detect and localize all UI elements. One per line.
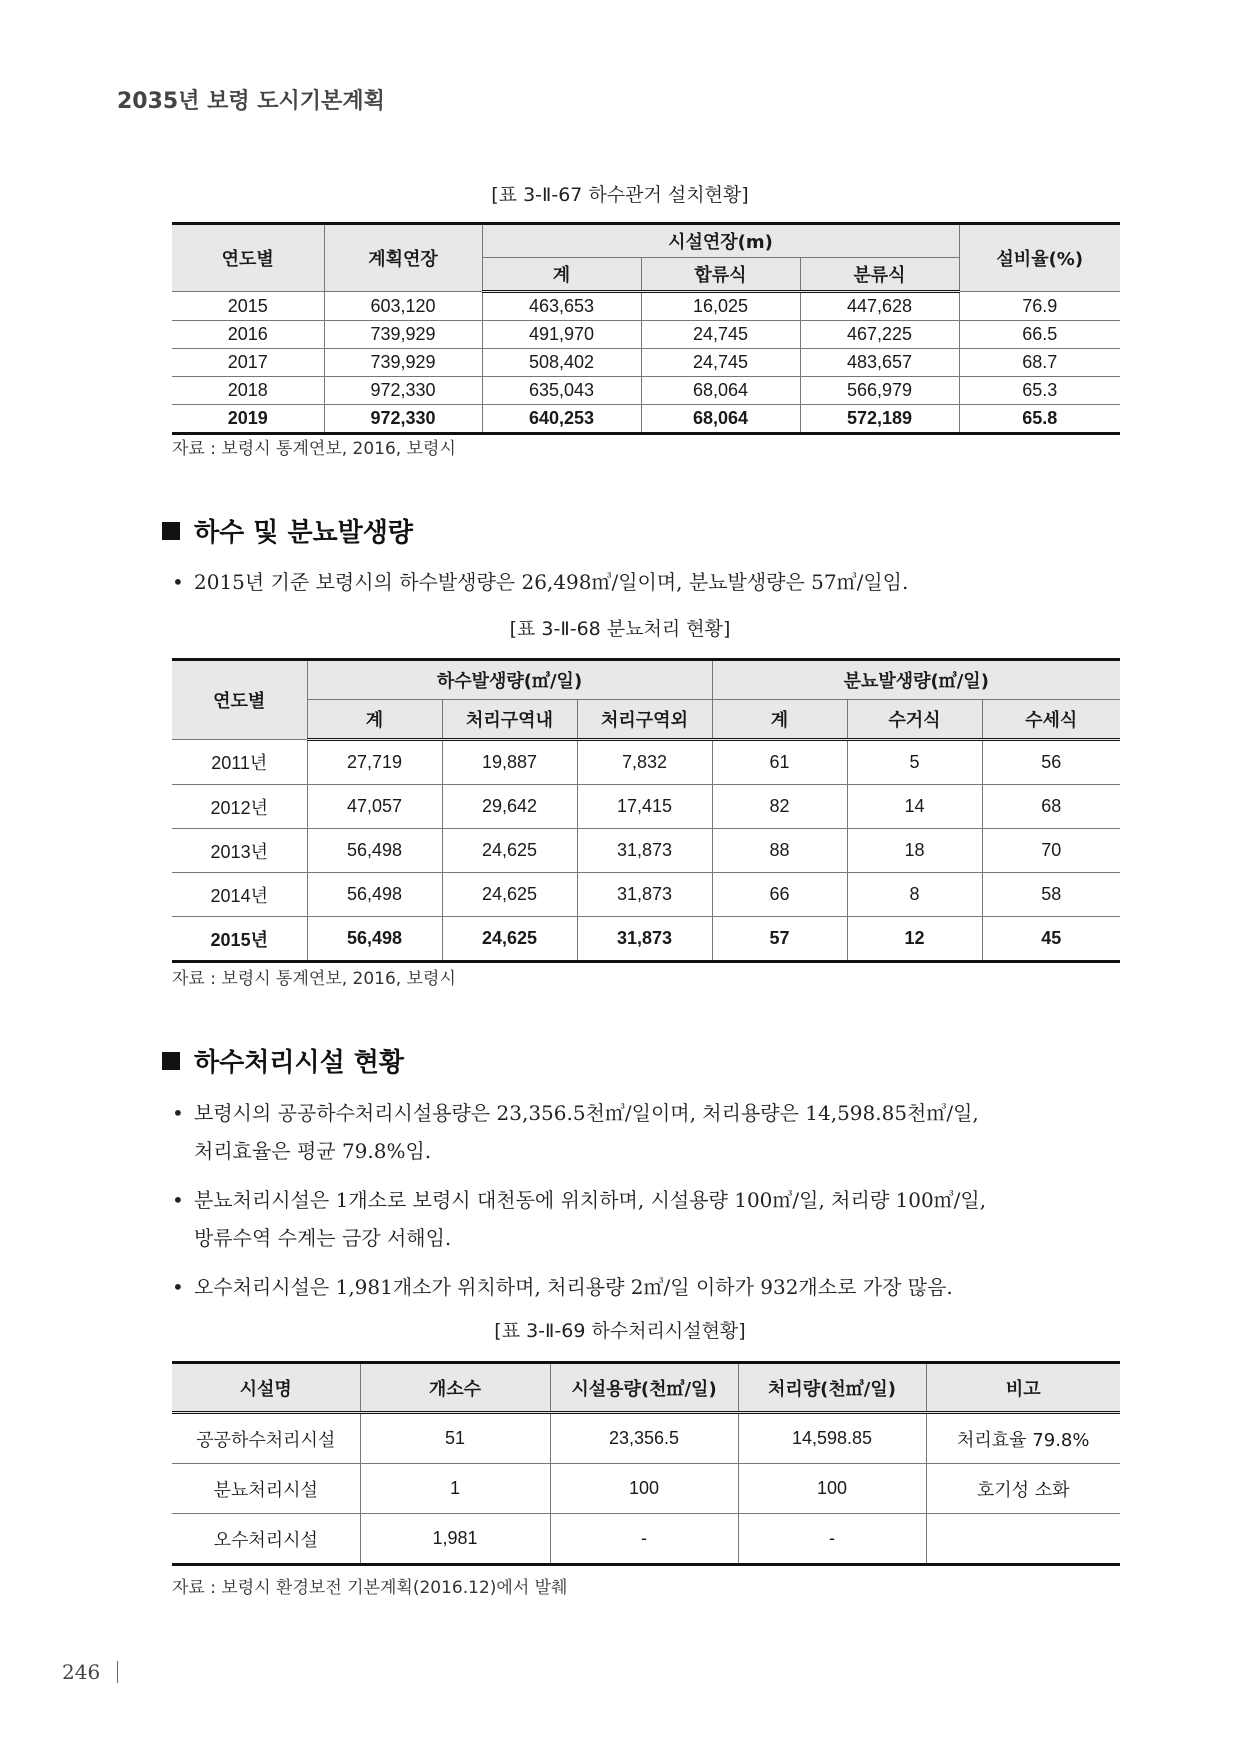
cell: 24,745 [641, 321, 800, 349]
header-facility-length: 시설연장(m) [482, 224, 959, 258]
cell: 분뇨처리시설 [172, 1464, 360, 1514]
bullet-text-continued: 방류수역 수계는 금강 서해임. [194, 1226, 452, 1250]
cell: 491,970 [482, 321, 641, 349]
cell: 8 [847, 873, 982, 917]
header-count: 개소수 [360, 1363, 550, 1413]
section-title: 하수 및 분뇨발생량 [194, 518, 414, 548]
table3-source: 자료 : 보령시 환경보전 기본계획(2016.12)에서 발췌 [172, 1578, 568, 1598]
section-heading-treatment-facilities [162, 1042, 404, 1079]
cell: 1,981 [360, 1514, 550, 1565]
cell: 56,498 [307, 917, 442, 962]
bullet-paragraph [172, 563, 1122, 601]
header-sub: 계 [712, 700, 847, 740]
cell: 24,625 [442, 873, 577, 917]
cell: 23,356.5 [550, 1413, 738, 1464]
cell: 76.9 [959, 292, 1120, 321]
cell: 70 [982, 829, 1120, 873]
table-row [172, 1514, 1120, 1565]
header-plan-length: 계획연장 [324, 224, 482, 292]
cell: 508,402 [482, 349, 641, 377]
cell: 56,498 [307, 829, 442, 873]
cell: 972,330 [324, 377, 482, 405]
table-row [172, 292, 1120, 321]
header-treatment-amount: 처리량(천㎥/일) [738, 1363, 926, 1413]
cell: 19,887 [442, 740, 577, 785]
cell: 635,043 [482, 377, 641, 405]
section-title: 하수처리시설 현황 [194, 1048, 404, 1078]
cell: 739,929 [324, 321, 482, 349]
cell: 2011년 [172, 740, 307, 785]
header-facility-name: 시설명 [172, 1363, 360, 1413]
header-year: 연도별 [172, 660, 307, 740]
cell: 51 [360, 1413, 550, 1464]
cell: 오수처리시설 [172, 1514, 360, 1565]
cell: 58 [982, 873, 1120, 917]
cell: 68.7 [959, 349, 1120, 377]
bullet-text: 오수처리시설은 1,981개소가 위치하며, 처리용량 2㎥/일 이하가 932개소로 가장 많음. [194, 1275, 953, 1299]
treatment-facility-table [172, 1361, 1120, 1566]
cell: 47,057 [307, 785, 442, 829]
table-row [172, 377, 1120, 405]
cell: 2018 [172, 377, 324, 405]
night-soil-table [172, 658, 1120, 963]
bullet-dot-icon: • [172, 1188, 184, 1212]
cell: 31,873 [577, 917, 712, 962]
bullet-dot-icon: • [172, 1101, 184, 1125]
cell: 5 [847, 740, 982, 785]
bullet-dot-icon: • [172, 570, 184, 594]
cell: 14 [847, 785, 982, 829]
square-bullet-icon [162, 1052, 180, 1070]
cell: - [738, 1514, 926, 1565]
table-row [172, 917, 1120, 962]
cell: 65.8 [959, 405, 1120, 434]
cell: 88 [712, 829, 847, 873]
header-year: 연도별 [172, 224, 324, 292]
cell: 31,873 [577, 873, 712, 917]
cell: 972,330 [324, 405, 482, 434]
cell: 17,415 [577, 785, 712, 829]
bullet-dot-icon: • [172, 1275, 184, 1299]
cell: 572,189 [800, 405, 959, 434]
cell: 463,653 [482, 292, 641, 321]
header-remarks: 비고 [926, 1363, 1120, 1413]
square-bullet-icon [162, 522, 180, 540]
bullet-paragraph [172, 1181, 1122, 1257]
bullet-text-continued: 처리효율은 평균 79.8%임. [194, 1139, 432, 1163]
header-night-soil-generation: 분뇨발생량(㎥/일) [712, 660, 1120, 700]
document-header-title: 2035년 보령 도시기본계획 [117, 89, 385, 114]
table2-caption: [표 3-Ⅱ-68 분뇨처리 현황] [509, 618, 731, 640]
cell: 27,719 [307, 740, 442, 785]
cell: - [550, 1514, 738, 1565]
section-heading-sewage-generation [162, 512, 413, 549]
cell: 공공하수처리시설 [172, 1413, 360, 1464]
cell: 603,120 [324, 292, 482, 321]
cell: 2015 [172, 292, 324, 321]
table-row [172, 785, 1120, 829]
table-row [172, 321, 1120, 349]
cell: 2016 [172, 321, 324, 349]
cell: 739,929 [324, 349, 482, 377]
cell: 61 [712, 740, 847, 785]
cell: 45 [982, 917, 1120, 962]
cell: 57 [712, 917, 847, 962]
cell: 56 [982, 740, 1120, 785]
bullet-text: 분뇨처리시설은 1개소로 보령시 대천동에 위치하며, 시설용량 100㎥/일, 처리량 100㎥/일, [194, 1188, 987, 1212]
page-number: 246 [62, 1660, 101, 1684]
header-sub: 처리구역외 [577, 700, 712, 740]
table-row [172, 873, 1120, 917]
header-separate: 분류식 [800, 258, 959, 292]
cell: 24,745 [641, 349, 800, 377]
cell: 7,832 [577, 740, 712, 785]
cell: 2019 [172, 405, 324, 434]
cell: 31,873 [577, 829, 712, 873]
cell: 12 [847, 917, 982, 962]
cell: 29,642 [442, 785, 577, 829]
bullet-text: 2015년 기준 보령시의 하수발생량은 26,498㎥/일이며, 분뇨발생량은 57㎥/일임. [194, 570, 909, 594]
cell: 24,625 [442, 917, 577, 962]
page-number-divider [117, 1661, 118, 1683]
table-row [172, 1413, 1120, 1464]
cell: 14,598.85 [738, 1413, 926, 1464]
header-install-rate: 설비율(%) [959, 224, 1120, 292]
cell: 2015년 [172, 917, 307, 962]
cell: 100 [738, 1464, 926, 1514]
cell: 2014년 [172, 873, 307, 917]
cell: 447,628 [800, 292, 959, 321]
header-combined: 합류식 [641, 258, 800, 292]
cell: 18 [847, 829, 982, 873]
sewer-pipe-table [172, 222, 1120, 435]
cell: 56,498 [307, 873, 442, 917]
cell: 82 [712, 785, 847, 829]
cell: 65.3 [959, 377, 1120, 405]
bullet-paragraph [172, 1094, 1122, 1170]
cell: 2013년 [172, 829, 307, 873]
cell [926, 1514, 1120, 1565]
cell: 68 [982, 785, 1120, 829]
table-row [172, 829, 1120, 873]
cell: 68,064 [641, 377, 800, 405]
header-sewage-generation: 하수발생량(㎥/일) [307, 660, 712, 700]
cell: 처리효율 79.8% [926, 1413, 1120, 1464]
cell: 640,253 [482, 405, 641, 434]
header-capacity: 시설용량(천㎥/일) [550, 1363, 738, 1413]
header-sub: 수세식 [982, 700, 1120, 740]
table2-source: 자료 : 보령시 통계연보, 2016, 보령시 [172, 969, 456, 989]
table-row [172, 740, 1120, 785]
table-row [172, 349, 1120, 377]
cell: 2012년 [172, 785, 307, 829]
cell: 66 [712, 873, 847, 917]
table1-source: 자료 : 보령시 통계연보, 2016, 보령시 [172, 439, 456, 459]
cell: 68,064 [641, 405, 800, 434]
table1-caption: [표 3-Ⅱ-67 하수관거 설치현황] [491, 184, 749, 206]
cell: 24,625 [442, 829, 577, 873]
header-total: 계 [482, 258, 641, 292]
table3-caption: [표 3-Ⅱ-69 하수처리시설현황] [494, 1320, 746, 1342]
cell: 483,657 [800, 349, 959, 377]
table-row [172, 405, 1120, 434]
cell: 100 [550, 1464, 738, 1514]
cell: 2017 [172, 349, 324, 377]
cell: 호기성 소화 [926, 1464, 1120, 1514]
cell: 467,225 [800, 321, 959, 349]
table-row [172, 1464, 1120, 1514]
header-sub: 수거식 [847, 700, 982, 740]
bullet-text: 보령시의 공공하수처리시설용량은 23,356.5천㎥/일이며, 처리용량은 14,598.85천㎥/일, [194, 1101, 979, 1125]
header-sub: 계 [307, 700, 442, 740]
cell: 66.5 [959, 321, 1120, 349]
cell: 1 [360, 1464, 550, 1514]
bullet-paragraph [172, 1268, 1122, 1306]
cell: 16,025 [641, 292, 800, 321]
header-sub: 처리구역내 [442, 700, 577, 740]
cell: 566,979 [800, 377, 959, 405]
